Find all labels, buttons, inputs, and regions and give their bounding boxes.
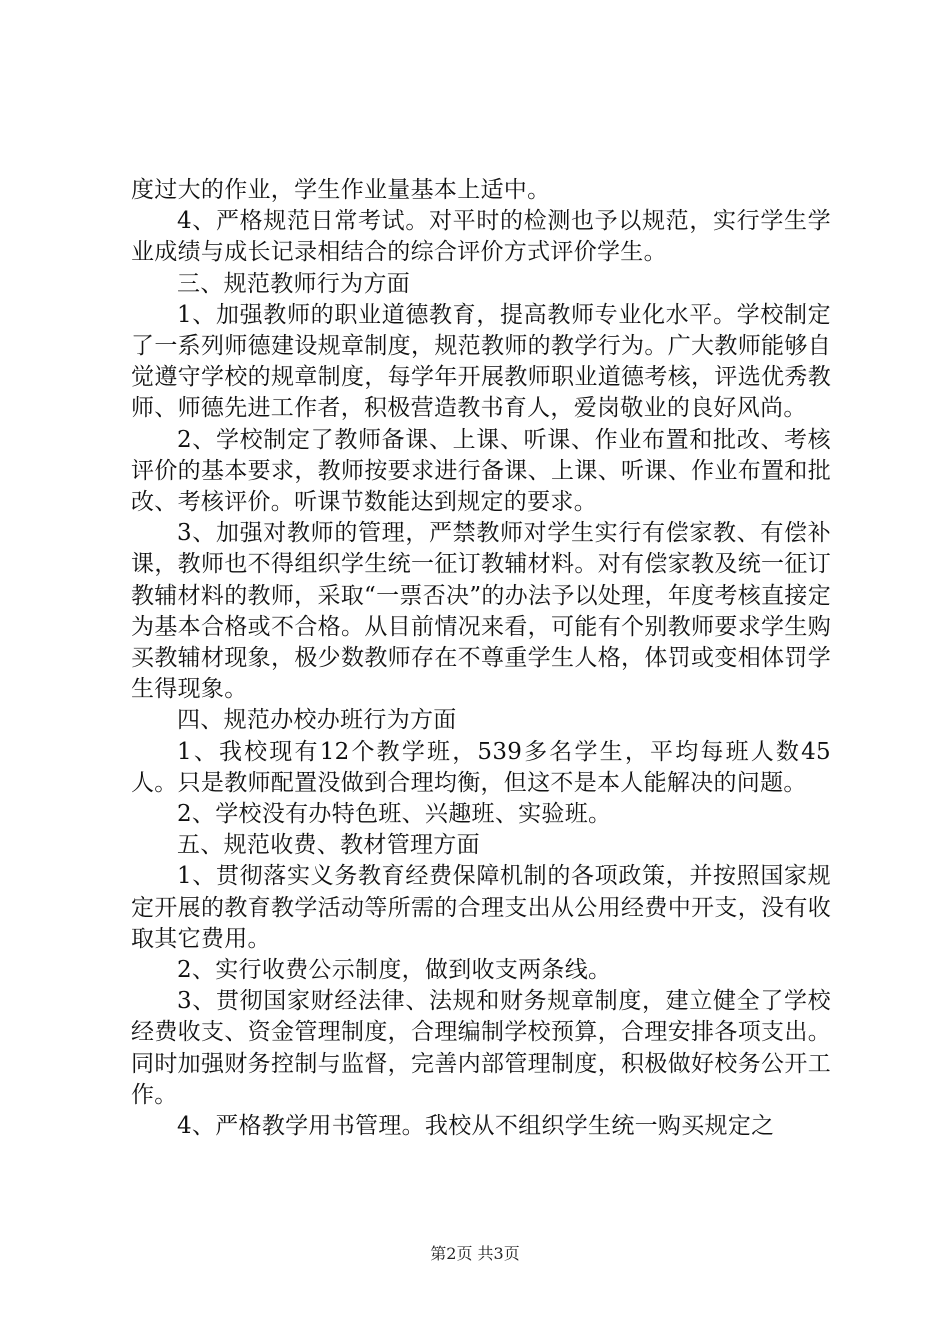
paragraph-item: 4、严格教学用书管理。我校从不组织学生统一购买规定之	[177, 1113, 775, 1140]
paragraph-item: 4、严格规范日常考试。对平时的检测也予以规范，实行学生学业成绩与成长记录相结合的综合评价方式评价学生。	[131, 208, 831, 266]
paragraph-continuation: 度过大的作业，学生作业量基本上适中。	[131, 177, 551, 203]
paragraph-item: 1、我校现有12个教学班，539多名学生，平均每班人数45人。只是教师配置没做到合理均衡，但这不是本人能解决的问题。	[131, 738, 831, 796]
paragraph-item: 1、加强教师的职业道德教育，提高教师专业化水平。学校制定了一系列师德建设规章制度，规范教师的教学行为。广大教师能够自觉遵守学校的规章制度，每学年开展教师职业道德考核，评选优秀教师、师德先进工作者，积极营造教书育人，爱岗敬业的良好风尚。	[131, 301, 831, 422]
document-body	[131, 175, 831, 1142]
page-footer: 第2页 共3页	[430, 1244, 520, 1263]
section-heading: 四、规范办校办班行为方面	[177, 707, 457, 734]
section-heading: 五、规范收费、教材管理方面	[177, 832, 480, 859]
paragraph-item: 2、学校制定了教师备课、上课、听课、作业布置和批改、考核评价的基本要求，教师按要求进行备课、上课、听课、作业布置和批改、考核评价。听课节数能达到规定的要求。	[131, 426, 831, 516]
paragraph-item: 2、实行收费公示制度，做到收支两条线。	[177, 957, 612, 984]
paragraph-item: 1、贯彻落实义务教育经费保障机制的各项政策，并按照国家规定开展的教育教学活动等所需的合理支出从公用经费中开支，没有收取其它费用。	[131, 863, 831, 952]
paragraph-item: 3、加强对教师的管理，严禁教师对学生实行有偿家教、有偿补课，教师也不得组织学生统一征订教辅材料。对有偿家教及统一征订教辅材料的教师，采取“一票否决”的办法予以处理，年度考核直接定为基本合格或不合格。从目前情况来看，可能有个别教师要求学生购买教辅材现象，极少数教师存在不尊重学生人格，体罚或变相体罚学生得现象。	[131, 520, 831, 703]
paragraph-item: 2、学校没有办特色班、兴趣班、实验班。	[177, 801, 612, 828]
section-heading: 三、规范教师行为方面	[177, 270, 410, 297]
paragraph-item: 3、贯彻国家财经法律、法规和财务规章制度，建立健全了学校经费收支、资金管理制度，合理编制学校预算，合理安排各项支出。同时加强财务控制与监督，完善内部管理制度，积极做好校务公开工作。	[131, 988, 831, 1108]
